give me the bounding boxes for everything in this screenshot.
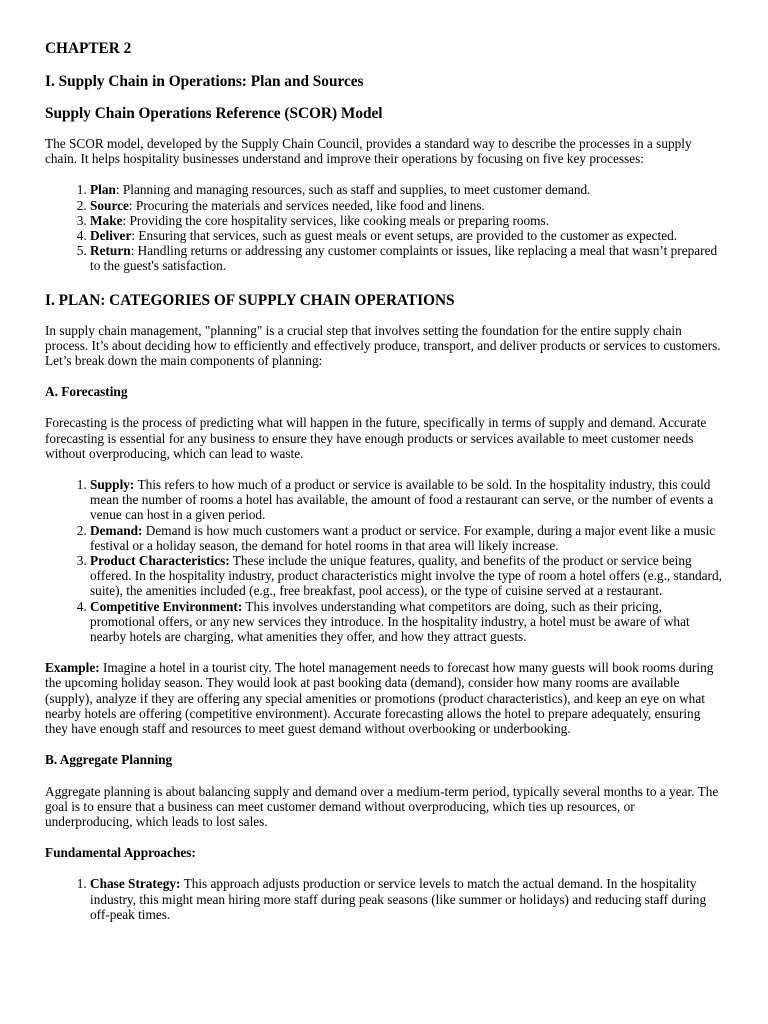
list-item: 5. Return: Handling returns or addressing any customer complaints or issues, like replacing a meal that wasn’t prepared to the guest's satisfaction. [90,243,723,273]
list-item: 3. Product Characteristics: These include the unique features, quality, and benefits of the product or service being offered. In the hospitality industry, product characteristics might involve the type of room a hotel offers (e.g., standard, suite), the amenities included (e.g., free breakfast, pool access), or the type of cuisine served at a restaurant. [90,553,723,599]
forecasting-list [45,477,723,644]
section-title: I. Supply Chain in Operations: Plan and Sources [45,73,364,90]
list-item: 1. Plan: Planning and managing resources, such as staff and supplies, to meet customer demand. [90,182,723,197]
forecasting-intro: Forecasting is the process of predicting what will happen in the future, specifically in terms of supply and demand. Accurate forecasting is essential for any business to ensure they have enough products or services available to meet customer needs without overproducing, which can lead to waste. [45,415,707,461]
scor-title: Supply Chain Operations Reference (SCOR) Model [45,105,383,122]
list-item: 3. Make: Providing the core hospitality services, like cooking meals or preparing rooms. [90,213,723,228]
list-item: 2. Source: Procuring the materials and services needed, like food and linens. [90,198,723,213]
list-item: 4. Deliver: Ensuring that services, such as guest meals or event setups, are provided to the customer as expected. [90,228,723,243]
list-item: 1. Supply: This refers to how much of a product or service is available to be sold. In the hospitality industry, this could mean the number of rooms a hotel has available, the amount of food a restaurant can serve, or the number of events a venue can host in a given period. [90,477,723,523]
list-item: 1. Chase Strategy: This approach adjusts production or service levels to match the actual demand. In the hospitality industry, this might mean hiring more staff during peak seasons (like summer or holidays) and reducing staff during off-peak times. [90,876,723,922]
plan-intro: In supply chain management, "planning" is a crucial step that involves setting the foundation for the entire supply chain process. It’s about deciding how to efficiently and effectively produce, transport, and deliver products or services to customers. Let’s break down the main components of planning: [45,322,721,369]
list-item: 2. Demand: Demand is how much customers want a product or service. For example, during a major event like a music festival or a holiday season, the demand for hotel rooms in that area will likely increase. [90,523,723,553]
approaches-title: Fundamental Approaches: [45,845,196,861]
example-paragraph: Example: Imagine a hotel in a tourist city. The hotel management needs to forecast how many guests will book rooms during the upcoming holiday season. They would look at past booking data (demand), consider how many rooms are available (supply), analyze if they are offering any special amenities or promotions (product characteristics), and keep an eye on what nearby hotels are offering (competitive environment). Accurate forecasting allows the hotel to prepare adequately, ensuring they have enough staff and resources to meet guest demand without overbooking or underbooking. [45,660,714,737]
chapter-heading: CHAPTER 2 [45,40,132,57]
approaches-list [45,876,723,922]
aggregate-title: B. Aggregate Planning [45,752,173,768]
aggregate-intro: Aggregate planning is about balancing supply and demand over a medium-term period, typically several months to a year. The goal is to ensure that a business can meet customer demand without overproducing, which ties up resources, or underproducing, which leads to lost sales. [45,783,719,829]
forecasting-title: A. Forecasting [45,384,128,400]
scor-intro: The SCOR model, developed by the Supply Chain Council, provides a standard way to describe the processes in a supply chain. It helps hospitality businesses understand and improve their operations by focusing on five key processes: [45,136,692,167]
scor-process-list [45,182,723,273]
list-item: 4. Competitive Environment: This involves understanding what competitors are doing, such as their pricing, promotional offers, or any new services they introduce. In the hospitality industry, a hotel must be aware of what nearby hotels are charging, what amenities they offer, and how they attract guests. [90,599,723,645]
plan-title: I. PLAN: CATEGORIES OF SUPPLY CHAIN OPERATIONS [45,291,455,309]
